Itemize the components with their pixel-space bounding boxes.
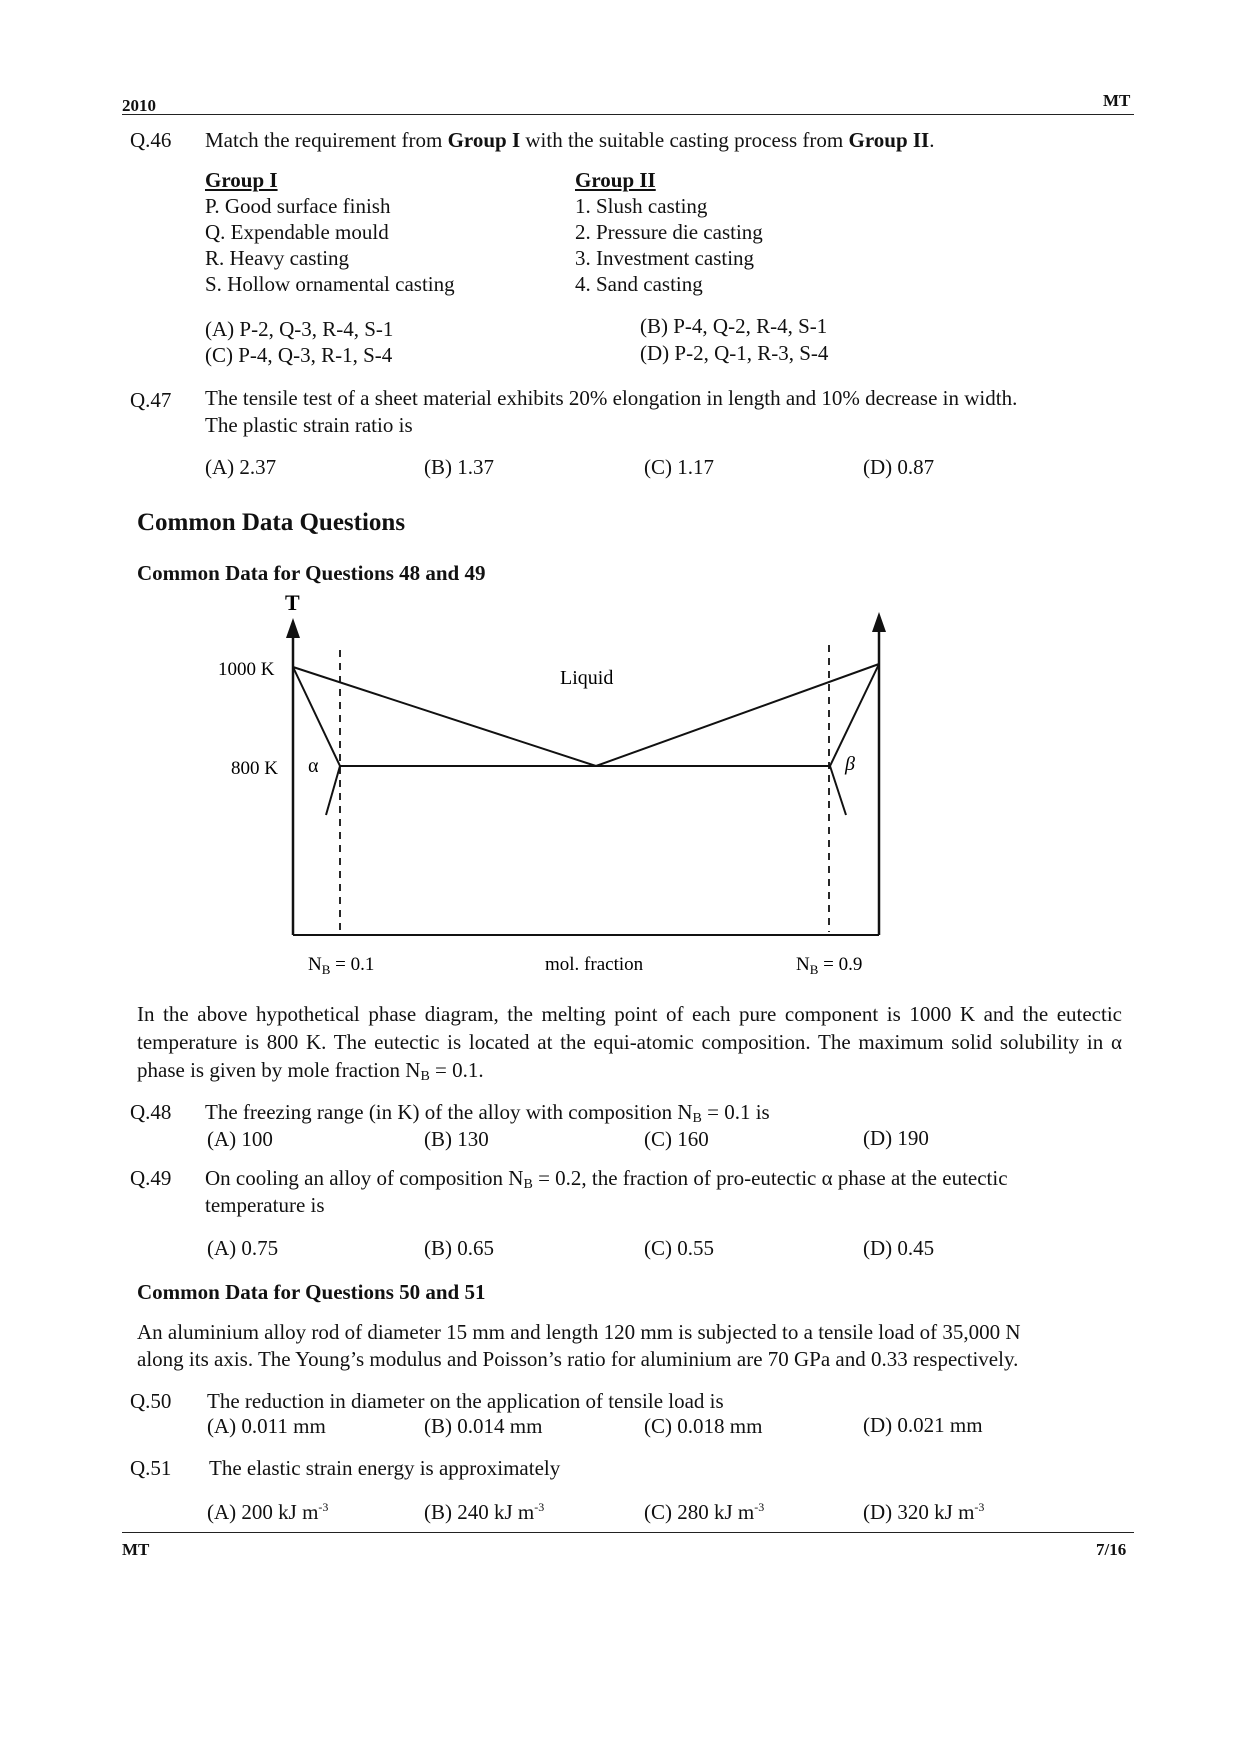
option-a: (A) 0.011 mm bbox=[207, 1414, 326, 1438]
option-a: (A) 2.37 bbox=[205, 455, 277, 479]
group-2-item: 1. Slush casting bbox=[575, 194, 708, 218]
question-number-50: Q.50 bbox=[130, 1389, 172, 1413]
option-d: (D) 0.021 mm bbox=[863, 1413, 983, 1437]
liquidus-left bbox=[293, 667, 596, 766]
option-a: (A) 0.75 bbox=[207, 1236, 279, 1260]
tick-label-800k: 800 K bbox=[231, 758, 278, 779]
beta-solvus bbox=[830, 766, 846, 815]
option-d: (D) 0.87 bbox=[863, 455, 935, 479]
footer-paper-code: MT bbox=[122, 1540, 150, 1559]
option-b: (B) 1.37 bbox=[424, 455, 494, 479]
question-46-text: Match the requirement from Group I with the suitable casting process from Group II. bbox=[205, 128, 935, 152]
question-47-line-1: The tensile test of a sheet material exhibits 20% elongation in length and 10% decrease in width. bbox=[205, 386, 1018, 410]
x-axis-label: mol. fraction bbox=[545, 954, 644, 975]
alpha-phase-label: α bbox=[308, 755, 319, 777]
question-47-line-2: The plastic strain ratio is bbox=[205, 413, 413, 437]
question-51-text: The elastic strain energy is approximately bbox=[209, 1456, 561, 1480]
option-c: (C) P-4, Q-3, R-1, S-4 bbox=[205, 343, 393, 367]
header-paper-code: MT bbox=[1103, 91, 1131, 110]
liquid-region-label: Liquid bbox=[560, 667, 614, 689]
common-data-50-51-line-1: An aluminium alloy rod of diameter 15 mm and length 120 mm is subjected to a tensile load of 35,000 N bbox=[137, 1320, 1021, 1344]
page-number: 7/16 bbox=[1096, 1540, 1127, 1559]
header-year: 2010 bbox=[122, 96, 156, 115]
option-c: (C) 0.55 bbox=[644, 1236, 714, 1260]
y-axis-label: T bbox=[285, 590, 300, 615]
option-d: (D) 0.45 bbox=[863, 1236, 935, 1260]
question-48-text: The freezing range (in K) of the alloy with composition $N_B = 0.1$ is bbox=[205, 1100, 770, 1126]
question-50-text: The reduction in diameter on the application of tensile load is bbox=[207, 1389, 724, 1413]
question-number-48: Q.48 bbox=[130, 1100, 172, 1124]
option-c: (C) 1.17 bbox=[644, 455, 714, 479]
common-data-heading: Common Data Questions bbox=[137, 509, 406, 536]
group-2-item: 4. Sand casting bbox=[575, 272, 703, 296]
tick-label-1000k: 1000 K bbox=[218, 659, 275, 680]
group-2-item: 2. Pressure die casting bbox=[575, 220, 763, 244]
common-data-48-49-heading: Common Data for Questions 48 and 49 bbox=[137, 561, 486, 585]
common-data-50-51-heading: Common Data for Questions 50 and 51 bbox=[137, 1280, 486, 1304]
option-a: (A) P-2, Q-3, R-4, S-1 bbox=[205, 317, 394, 341]
option-b: (B) 130 bbox=[424, 1127, 489, 1151]
question-49-line-1: On cooling an alloy of composition $N_B = 0.2$, the fraction of pro-eutectic α phase at the eutectic bbox=[205, 1166, 1008, 1192]
beta-phase-label: β bbox=[845, 753, 855, 775]
x-label-nb-0-1: $N_B = 0.1$ bbox=[308, 954, 375, 977]
option-b: (B) 0.65 bbox=[424, 1236, 494, 1260]
right-axis-arrow bbox=[872, 612, 886, 632]
common-data-48-49-text: In the above hypothetical phase diagram, the melting point of each pure component is 1000 K and the eutectic temperature is 800 K. The eutectic is located at the equi-atomic composition. The maximum solid solubility in α phase is given by mole fraction $N_B = 0.1$. bbox=[137, 1002, 1122, 1084]
alpha-solidus bbox=[293, 667, 340, 766]
option-c: (C) 280 kJ $m^{-3}$ bbox=[644, 1500, 765, 1524]
group-1-item: S. Hollow ornamental casting bbox=[205, 272, 455, 296]
group-1-item: P. Good surface finish bbox=[205, 194, 391, 218]
common-data-50-51-line-2: along its axis. The Young’s modulus and Poisson’s ratio for aluminium are 70 GPa and 0.33 respectively. bbox=[137, 1347, 1019, 1371]
option-b: (B) P-4, Q-2, R-4, S-1 bbox=[640, 314, 828, 338]
group-1-item: Q. Expendable mould bbox=[205, 220, 389, 244]
group-1-item: R. Heavy casting bbox=[205, 246, 350, 270]
option-d: (D) 190 bbox=[863, 1126, 929, 1150]
question-number-46: Q.46 bbox=[130, 128, 172, 152]
option-b: (B) 0.014 mm bbox=[424, 1414, 543, 1438]
option-d: (D) P-2, Q-1, R-3, S-4 bbox=[640, 341, 829, 365]
group-2-item: 3. Investment casting bbox=[575, 246, 755, 270]
left-axis-arrow bbox=[286, 618, 300, 638]
option-b: (B) 240 kJ $m^{-3}$ bbox=[424, 1500, 545, 1524]
alpha-solvus bbox=[326, 766, 340, 815]
question-49-line-2: temperature is bbox=[205, 1193, 325, 1217]
group-2-title: Group II bbox=[575, 168, 656, 192]
option-a: (A) 100 bbox=[207, 1127, 273, 1151]
footer-rule bbox=[122, 1532, 1134, 1533]
question-number-49: Q.49 bbox=[130, 1166, 172, 1190]
question-number-47: Q.47 bbox=[130, 388, 172, 412]
group-1-title: Group I bbox=[205, 168, 278, 192]
question-number-51: Q.51 bbox=[130, 1456, 172, 1480]
option-a: (A) 200 kJ $m^{-3}$ bbox=[207, 1500, 329, 1524]
x-label-nb-0-9: $N_B = 0.9$ bbox=[796, 954, 863, 977]
option-d: (D) 320 kJ $m^{-3}$ bbox=[863, 1500, 985, 1524]
option-c: (C) 0.018 mm bbox=[644, 1414, 763, 1438]
option-c: (C) 160 bbox=[644, 1127, 709, 1151]
